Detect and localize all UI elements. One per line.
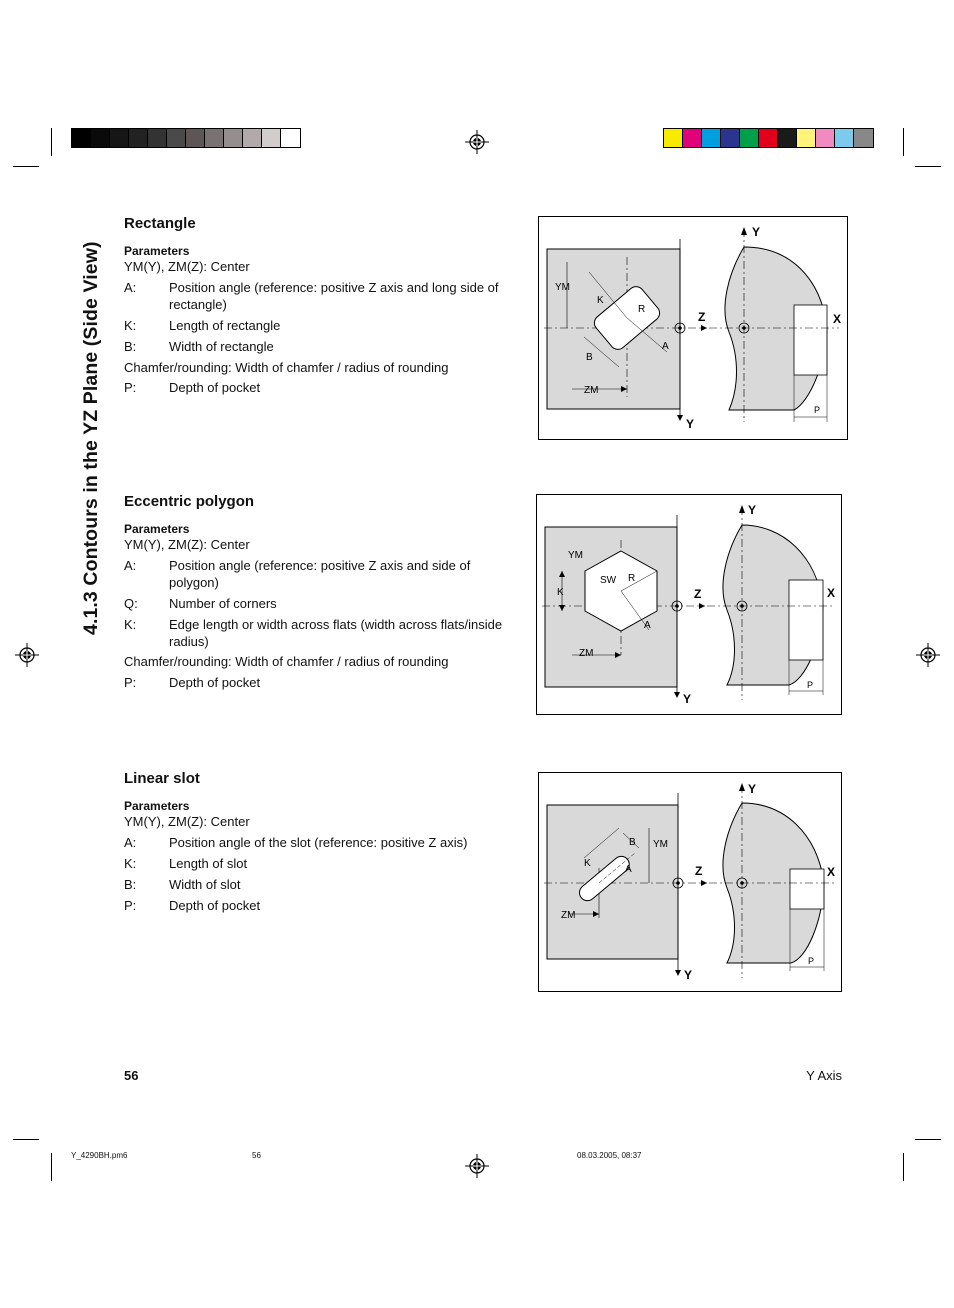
label-b: B <box>586 352 593 363</box>
color-swatch <box>797 129 816 147</box>
param-row <box>124 856 514 873</box>
crop-mark <box>903 128 904 156</box>
label-ym: YM <box>555 282 570 293</box>
axis-y-top-label: Y <box>748 503 757 517</box>
param-row <box>124 558 514 592</box>
param-row <box>124 318 514 335</box>
section-rectangle <box>124 214 514 401</box>
label-a: A <box>662 341 669 352</box>
label-p: P <box>808 956 815 966</box>
param-key: K: <box>124 317 137 333</box>
axis-y-bottom-label: Y <box>684 968 693 982</box>
center-param: YM(Y), ZM(Z): Center <box>124 814 250 830</box>
param-key: A: <box>124 557 137 573</box>
param-desc: Depth of pocket <box>169 675 261 691</box>
label-a: A <box>625 864 632 875</box>
color-swatch <box>262 129 281 147</box>
page-number: 56 <box>124 1068 139 1083</box>
param-desc: Edge length or width across flats (width across flats/inside radius) <box>169 616 503 649</box>
gray-calibration-bar <box>71 128 301 148</box>
axis-x-label: X <box>833 312 842 326</box>
axis-z-label: Z <box>698 310 706 324</box>
label-zm: ZM <box>579 648 594 659</box>
param-key: A: <box>124 279 137 295</box>
param-key: K: <box>124 855 137 871</box>
axis-z-label: Z <box>694 587 702 601</box>
axis-y-bottom-label: Y <box>683 692 692 706</box>
param-desc: Depth of pocket <box>169 380 261 396</box>
param-desc: Position angle of the slot (reference: positive Z axis) <box>169 834 468 850</box>
axis-z-label: Z <box>695 864 703 878</box>
color-swatch <box>816 129 835 147</box>
color-swatch <box>281 129 300 147</box>
param-row <box>124 380 514 397</box>
param-key: P: <box>124 897 137 913</box>
footer-label: Y Axis <box>806 1068 842 1083</box>
chamfer-param: Chamfer/rounding: Width of chamfer / radius of rounding <box>124 654 449 670</box>
label-zm: ZM <box>584 385 599 396</box>
registration-mark-icon <box>465 1154 489 1178</box>
color-swatch <box>72 129 91 147</box>
color-swatch <box>91 129 110 147</box>
section-linear-slot <box>124 769 514 919</box>
label-sw: SW <box>600 575 617 586</box>
color-swatch <box>664 129 683 147</box>
param-row <box>124 280 514 314</box>
param-key: Q: <box>124 595 138 611</box>
color-swatch <box>110 129 129 147</box>
figure-eccentric-polygon <box>536 494 842 715</box>
color-calibration-bar <box>663 128 874 148</box>
color-swatch <box>129 129 148 147</box>
figure-rectangle <box>538 216 848 440</box>
slug-date: 08.03.2005, 08:37 <box>577 1151 642 1160</box>
param-key: B: <box>124 876 137 892</box>
center-param: YM(Y), ZM(Z): Center <box>124 537 250 553</box>
param-key: P: <box>124 675 137 691</box>
label-r: R <box>638 304 646 315</box>
param-desc: Width of rectangle <box>169 338 274 354</box>
axis-y-bottom-label: Y <box>686 417 695 431</box>
param-row <box>124 617 514 651</box>
param-row <box>124 596 514 613</box>
param-row <box>124 877 514 894</box>
param-desc: Depth of pocket <box>169 897 261 913</box>
side-title: 4.1.3 Contours in the YZ Plane (Side View) <box>80 241 102 635</box>
crop-mark <box>915 166 941 167</box>
param-key: B: <box>124 338 137 354</box>
crop-mark <box>51 128 52 156</box>
param-desc: Position angle (reference: positive Z axis and side of polygon) <box>169 557 471 590</box>
chamfer-param: Chamfer/rounding: Width of chamfer / radius of rounding <box>124 359 449 375</box>
crop-mark <box>915 1139 941 1140</box>
parameters-heading: Parameters <box>124 521 190 536</box>
label-a: A <box>644 620 651 631</box>
axis-x-label: X <box>827 865 836 879</box>
section-title: Linear slot <box>124 770 200 787</box>
label-k: K <box>597 295 604 306</box>
param-desc: Number of corners <box>169 595 277 611</box>
param-desc: Length of slot <box>169 855 248 871</box>
label-k: K <box>557 587 564 598</box>
color-swatch <box>186 129 205 147</box>
label-b: B <box>629 837 636 848</box>
slug-file: Y_4290BH.pm6 <box>71 1151 128 1160</box>
label-ym: YM <box>568 550 583 561</box>
color-swatch <box>224 129 243 147</box>
color-swatch <box>683 129 702 147</box>
registration-mark-icon <box>15 643 39 667</box>
label-k: K <box>584 858 591 869</box>
crop-mark <box>13 1139 39 1140</box>
param-key: P: <box>124 380 137 396</box>
parameters-heading: Parameters <box>124 798 190 813</box>
crop-mark <box>13 166 39 167</box>
param-row <box>124 835 514 852</box>
color-swatch <box>702 129 721 147</box>
param-key: A: <box>124 834 137 850</box>
center-param: YM(Y), ZM(Z): Center <box>124 259 250 275</box>
color-swatch <box>243 129 262 147</box>
label-zm: ZM <box>561 910 576 921</box>
color-swatch <box>740 129 759 147</box>
label-r: R <box>628 573 636 584</box>
color-swatch <box>854 129 873 147</box>
crop-mark <box>51 1153 52 1181</box>
label-ym: YM <box>653 839 668 850</box>
section-title: Eccentric polygon <box>124 493 255 510</box>
figure-linear-slot <box>538 772 842 992</box>
registration-mark-icon <box>916 643 940 667</box>
color-swatch <box>759 129 778 147</box>
color-swatch <box>721 129 740 147</box>
axis-y-top-label: Y <box>752 225 761 239</box>
color-swatch <box>167 129 186 147</box>
label-p: P <box>814 405 821 415</box>
label-p: P <box>807 680 814 690</box>
color-swatch <box>205 129 224 147</box>
color-swatch <box>778 129 797 147</box>
color-swatch <box>148 129 167 147</box>
color-swatch <box>835 129 854 147</box>
section-eccentric-polygon <box>124 492 514 696</box>
axis-y-top-label: Y <box>748 782 757 796</box>
param-row <box>124 339 514 356</box>
param-key: K: <box>124 616 137 632</box>
slug-page: 56 <box>252 1151 261 1160</box>
param-desc: Width of slot <box>169 876 241 892</box>
param-row <box>124 675 514 692</box>
crop-mark <box>903 1153 904 1181</box>
axis-x-label: X <box>827 586 836 600</box>
param-desc: Length of rectangle <box>169 317 281 333</box>
section-title: Rectangle <box>124 215 196 232</box>
parameters-heading: Parameters <box>124 243 190 258</box>
registration-mark-icon <box>465 130 489 154</box>
param-row <box>124 898 514 915</box>
param-desc: Position angle (reference: positive Z axis and long side of rectangle) <box>169 279 499 312</box>
